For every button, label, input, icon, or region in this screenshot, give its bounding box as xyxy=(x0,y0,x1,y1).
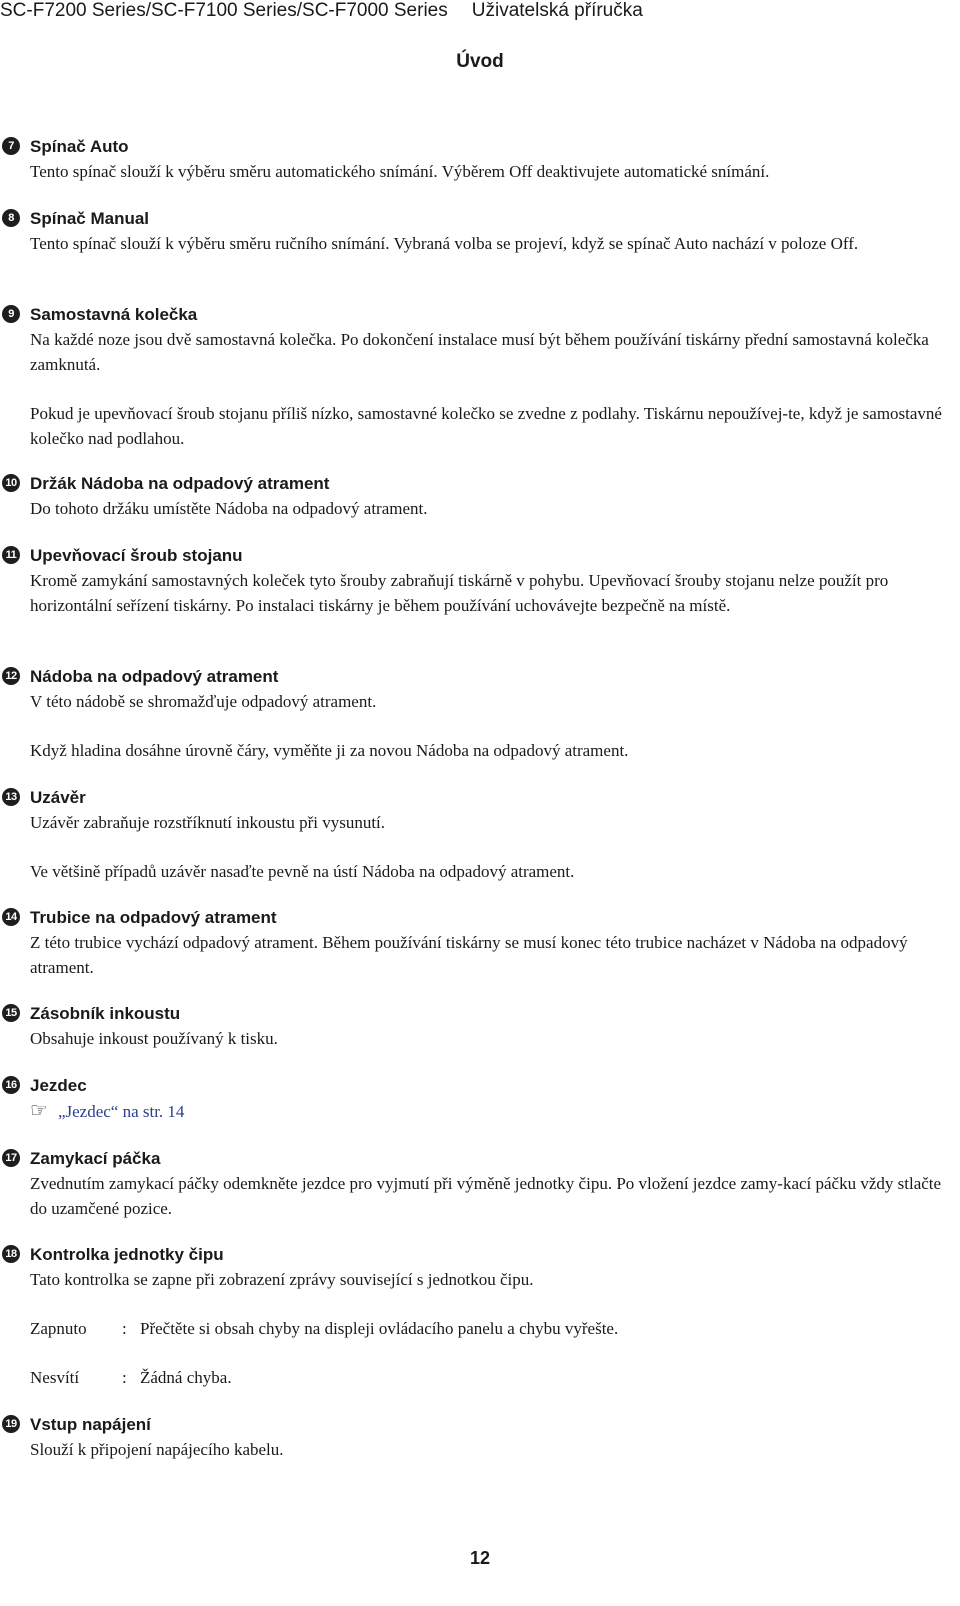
item-number-badge: 13 xyxy=(2,788,20,806)
item-title: Samostavná kolečka xyxy=(30,305,198,324)
item-title: Jezdec xyxy=(30,1076,87,1095)
state-description: Žádná chyba. xyxy=(140,1368,232,1387)
item-number-badge: 8 xyxy=(2,209,20,227)
item-title: Spínač Manual xyxy=(30,209,150,228)
item-number-badge: 17 xyxy=(2,1149,20,1167)
item-number-badge: 19 xyxy=(2,1415,20,1433)
item-text: Uzávěr zabraňuje rozstříknutí inkoustu při vysunutí. xyxy=(30,813,386,832)
item-title: Upevňovací šroub stojanu xyxy=(30,546,243,565)
item-title: Vstup napájení xyxy=(30,1415,151,1434)
item-waste-ink-bottle xyxy=(0,665,950,763)
item-number-badge: 11 xyxy=(2,546,20,564)
item-text: Do tohoto držáku umístěte Nádoba na odpadový atrament. xyxy=(30,499,428,518)
item-text: Slouží k připojení napájecího kabelu. xyxy=(30,1440,284,1459)
item-text-secondary: Pokud je upevňovací šroub stojanu příliš nízko, samostavné kolečko se zvedne z podlahy. Tiskárnu nepoužívej-te, když je samostavné kolečko nad podlahou. xyxy=(30,404,942,448)
item-number-badge: 12 xyxy=(2,667,20,685)
running-header xyxy=(0,0,643,22)
item-text-secondary: Ve většině případů uzávěr nasaďte pevně na ústí Nádoba na odpadový atrament. xyxy=(30,862,575,881)
item-title: Kontrolka jednotky čipu xyxy=(30,1245,224,1264)
state-colon: : xyxy=(122,1319,127,1338)
item-number-badge: 9 xyxy=(2,305,20,323)
item-casters xyxy=(0,303,950,451)
item-reference xyxy=(30,1098,946,1124)
item-title: Uzávěr xyxy=(30,788,86,807)
page-number: 12 xyxy=(469,1548,491,1568)
state-description: Přečtěte si obsah chyby na displeji ovládacího panelu a chybu vyřešte. xyxy=(140,1319,619,1338)
item-text: Z této trubice vychází odpadový atrament. Během používání tiskárny se musí konec této trubice nacházet v Nádoba na odpadový atrament. xyxy=(30,933,908,977)
item-text: V této nádobě se shromažďuje odpadový atrament. xyxy=(30,692,377,711)
state-colon: : xyxy=(122,1368,127,1387)
item-chip-unit-light xyxy=(0,1243,950,1390)
item-title: Zamykací páčka xyxy=(30,1149,161,1168)
item-title: Držák Nádoba na odpadový atrament xyxy=(30,474,330,493)
item-waste-ink-holder xyxy=(0,472,950,521)
item-number-badge: 16 xyxy=(2,1076,20,1094)
header-series: SC-F7200 Series/SC-F7100 Series/SC-F7000 Series xyxy=(0,0,448,21)
item-number-badge: 7 xyxy=(2,137,20,155)
item-text: Tento spínač slouží k výběru směru automatického snímání. Výběrem Off deaktivujete automatické snímání. xyxy=(30,162,770,181)
state-label: Nesvítí xyxy=(30,1368,80,1387)
item-text: Zvednutím zamykací páčky odemkněte jezdce pro vyjmutí při výměně jednotky čipu. Po vložení jezdce zamy-kací páčku vždy stlačte do uzamčené pozice. xyxy=(30,1174,942,1218)
item-stand-adjuster-bolt xyxy=(0,544,950,618)
item-text: Tento spínač slouží k výběru směru ručního snímání. Vybraná volba se projeví, když se spínač Auto nachází v poloze Off. xyxy=(30,234,859,253)
item-auto-switch xyxy=(0,135,950,184)
item-text: Tato kontrolka se zapne při zobrazení zprávy související s jednotkou čipu. xyxy=(30,1270,534,1289)
state-row-on xyxy=(30,1316,950,1341)
state-label: Zapnuto xyxy=(30,1319,87,1338)
item-number-badge: 15 xyxy=(2,1004,20,1022)
item-title: Nádoba na odpadový atrament xyxy=(30,667,279,686)
header-manual-title: Uživatelská příručka xyxy=(471,0,643,21)
item-title: Spínač Auto xyxy=(30,137,129,156)
item-text: Na každé noze jsou dvě samostavná kolečka. Po dokončení instalace musí být během používání tiskárny přední samostavná kolečka zamknutá. xyxy=(30,330,929,374)
item-text-secondary: Když hladina dosáhne úrovně čáry, vyměňte ji za novou Nádoba na odpadový atrament. xyxy=(30,741,629,760)
page-reference-link[interactable]: „Jezdec“ na str. 14 xyxy=(57,1102,185,1121)
pointing-hand-icon: ☞ xyxy=(30,1098,48,1122)
item-ink-tank xyxy=(0,1002,950,1051)
item-title: Trubice na odpadový atrament xyxy=(30,908,277,927)
item-manual-switch xyxy=(0,207,950,256)
state-row-off xyxy=(30,1365,950,1390)
item-title: Zásobník inkoustu xyxy=(30,1004,181,1023)
item-waste-ink-tube xyxy=(0,906,950,980)
item-lock-lever xyxy=(0,1147,950,1221)
item-number-badge: 10 xyxy=(2,474,20,492)
item-slider xyxy=(0,1074,950,1124)
item-number-badge: 18 xyxy=(2,1245,20,1263)
item-ac-inlet xyxy=(0,1413,950,1462)
item-number-badge: 14 xyxy=(2,908,20,926)
section-title: Úvod xyxy=(456,51,504,72)
item-text: Obsahuje inkoust používaný k tisku. xyxy=(30,1029,278,1048)
item-text: Kromě zamykání samostavných koleček tyto šrouby zabraňují tiskárně v pohybu. Upevňovací šrouby stojanu nelze použít pro horizontální seřízení tiskárny. Po instalaci tiskárny je během používání uchovávejte bezpečně na místě. xyxy=(30,571,889,615)
item-cap xyxy=(0,786,950,884)
